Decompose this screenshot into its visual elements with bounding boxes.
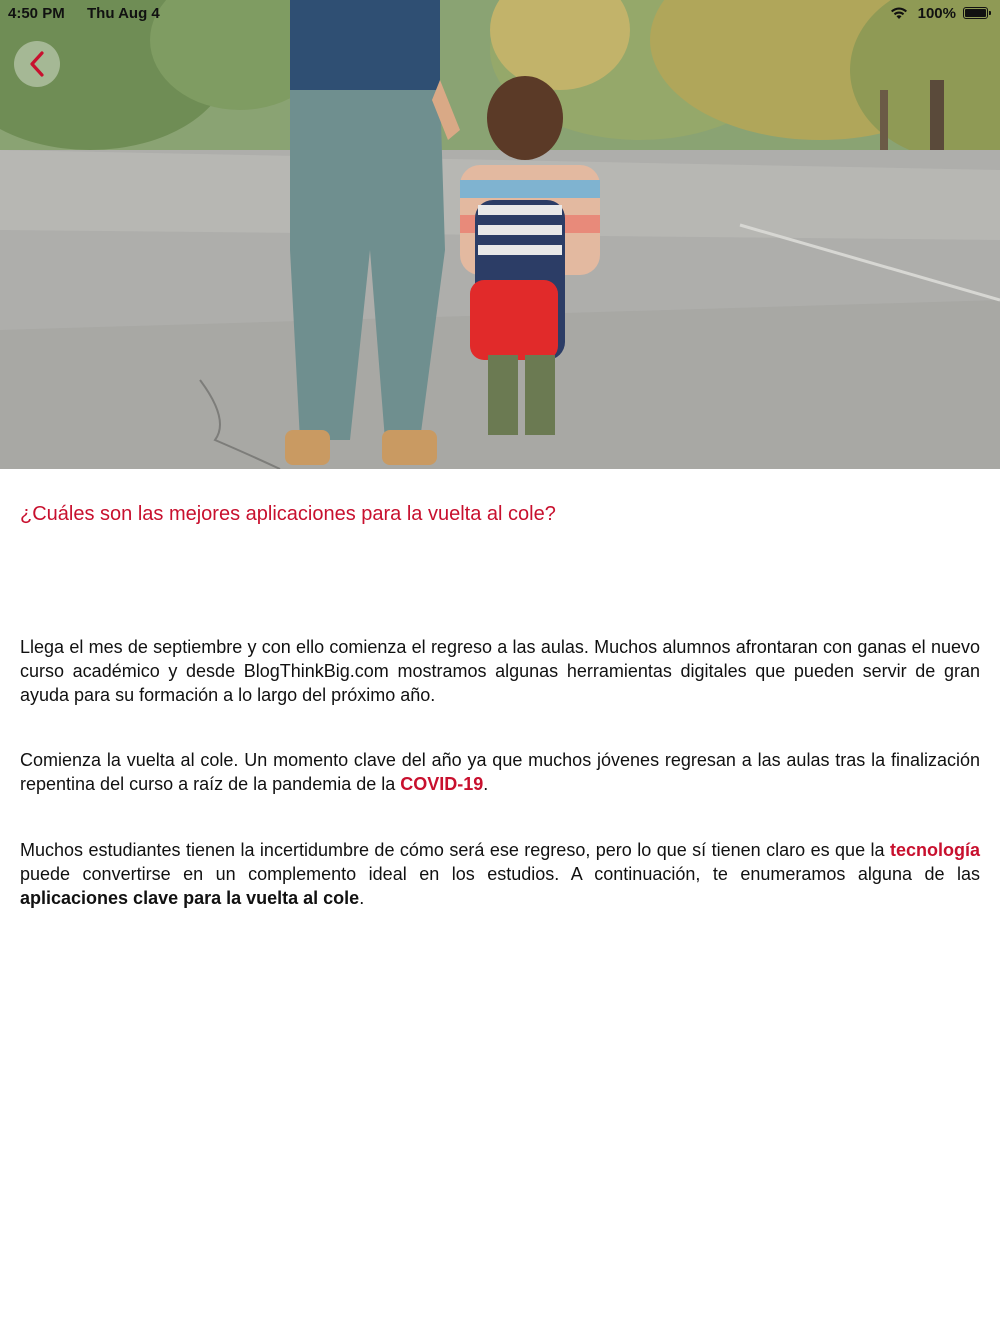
paragraph-context: [20, 748, 980, 796]
status-date: Thu Aug 4: [87, 5, 160, 22]
article-title: ¿Cuáles son las mejores aplicaciones para la vuelta al cole?: [20, 503, 556, 525]
article-content: [20, 500, 980, 908]
status-time: 4:50 PM: [8, 5, 65, 22]
paragraph-technology: [20, 838, 980, 910]
key-apps-emphasis: aplicaciones clave para la vuelta al cole: [20, 888, 360, 908]
paragraph-technology-text: Muchos estudiantes tienen la incertidumbre de cómo será ese regreso, pero lo que sí tienen claro es que la: [20, 840, 890, 860]
back-chevron-icon: [27, 50, 47, 78]
wifi-icon: [890, 6, 908, 24]
battery-percentage: 100%: [917, 5, 956, 22]
hero-image: [0, 0, 1000, 469]
paragraph-intro: Llega el mes de septiembre y con ello comienza el regreso a las aulas. Muchos alumnos afrontaran con ganas el nuevo curso académico y desde BlogThinkBig.com mostramos algunas herramientas digitales que pueden servir de gran ayuda para su formación a lo largo del próximo año.: [20, 637, 980, 705]
paragraph-technology-middle: puede convertirse en un complemento ideal en los estudios. A continuación, te enumeramos alguna de las: [20, 864, 980, 884]
back-button[interactable]: [14, 41, 60, 87]
status-bar: [0, 0, 1000, 26]
paragraph-context-end: .: [483, 774, 489, 794]
hero-illustration: [0, 0, 1000, 469]
paragraph-technology-end: .: [359, 888, 365, 908]
covid-link[interactable]: COVID-19: [400, 774, 484, 794]
paragraph-context-text: Comienza la vuelta al cole. Un momento clave del año ya que muchos jóvenes regresan a las aulas tras la finalización repentina del curso a raíz de la pandemia de la: [20, 750, 980, 794]
technology-link[interactable]: tecnología: [889, 840, 980, 860]
battery-icon: [963, 7, 988, 19]
battery-fill: [965, 9, 986, 17]
